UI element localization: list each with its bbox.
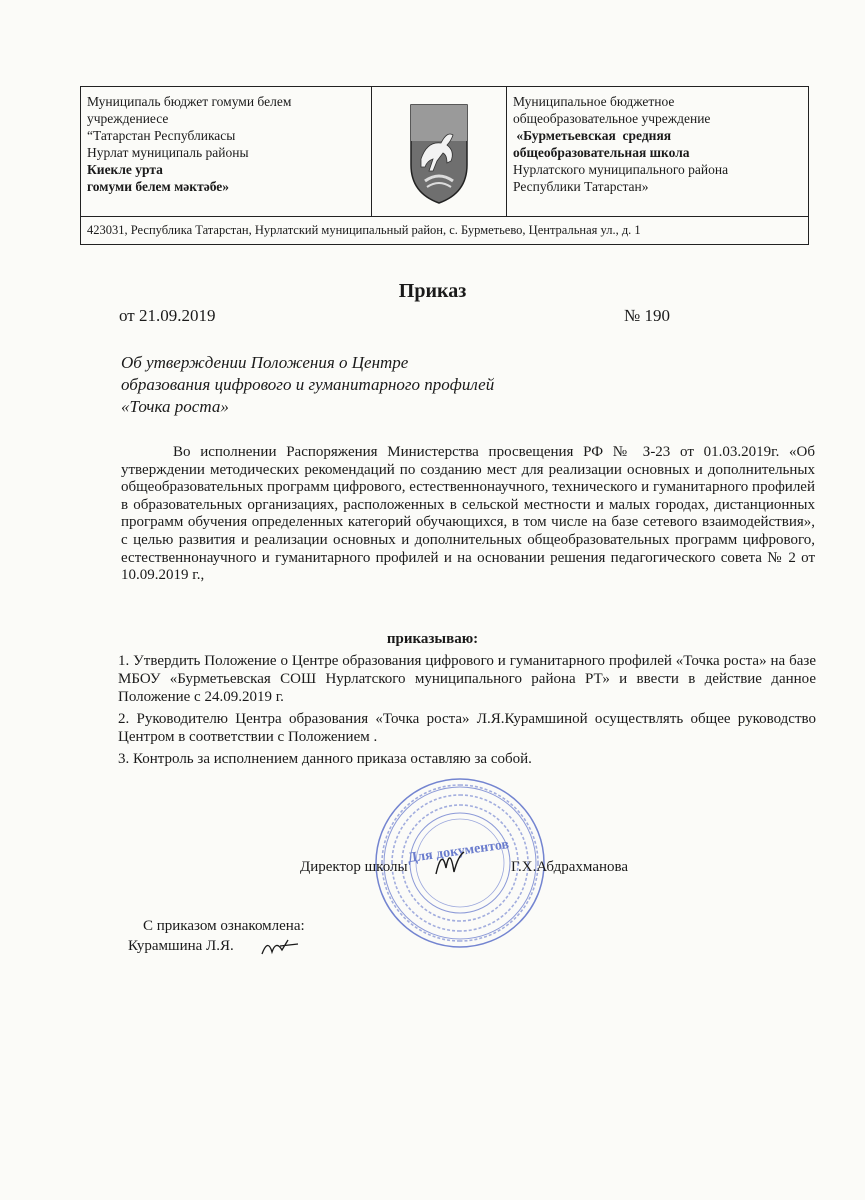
order-item: 3. Контроль за исполнением данного приказа оставляю за собой. (118, 751, 532, 767)
letterhead-tatar-school: Киекле урта (87, 162, 163, 177)
letterhead-russian-school: общеобразовательная школа (513, 145, 690, 160)
order-items (118, 652, 816, 772)
coat-of-arms-cell (371, 87, 507, 216)
letterhead-russian-line: общеобразовательное учреждение (513, 111, 711, 126)
director-name: Г.Х.Абдрахманова (511, 859, 629, 875)
letterhead-tatar-line: Муниципаль бюджет гомуми белем (87, 94, 292, 109)
letterhead-russian-school: «Бурметьевская средняя (513, 128, 672, 143)
stamp-text: Для документов (406, 837, 510, 867)
letterhead-table (80, 86, 809, 245)
letterhead-tatar-line: учреждениесе (87, 111, 169, 126)
coat-of-arms-icon (407, 101, 471, 205)
letterhead-tatar-line: “Татарстан Республикасы (87, 128, 236, 143)
subject-line: Об утверждении Положения о Центре (121, 353, 409, 372)
document-number: № 190 (624, 306, 670, 325)
document-subject (121, 352, 494, 418)
order-item: 2. Руководителю Центра образования «Точка роста» Л.Я.Курамшиной осуществлять общее руководство Центром в соответствии с Положением . (118, 711, 816, 745)
order-item: 1. Утвердить Положение о Центре образования цифрового и гуманитарного профилей «Точка роста» на базе МБОУ «Бурметьевская СОШ Нурлатского муниципального района РТ» и ввести в действие данное Положение с 24.09.2019 г. (118, 653, 816, 705)
letterhead-tatar-school: гомуми белем мәктәбе» (87, 179, 230, 194)
letterhead-russian-line: Республики Татарстан» (513, 179, 649, 194)
letterhead-address: 423031, Республика Татарстан, Нурлатский муниципальный район, с. Бурметьево, Центральная ул., д. 1 (87, 223, 641, 237)
document-date: от 21.09.2019 (119, 306, 216, 325)
subject-line: образования цифрового и гуманитарного профилей (121, 375, 495, 394)
letterhead-russian-line: Нурлатского муниципального района (513, 162, 729, 177)
letterhead-tatar (81, 87, 371, 216)
letterhead-tatar-line: Нурлат муниципаль районы (87, 145, 249, 160)
preamble-paragraph: Во исполнении Распоряжения Министерства просвещения РФ № З-23 от 01.03.2019г. «Об утверждении методических рекомендаций по созданию мест для реализации основных и дополнительных общеобразовательных программ цифрового, естественнонаучного, технического и гуманитарного профилей в образовательных организациях, расположенных в сельской местности и малых городах, дистанционных программ обучения определенных категорий обучающихся, в том числе на базе сетевого взаимодействия», с целью развития и реализации основных и дополнительных общеобразовательных программ цифрового, естественнонаучного и гуманитарного профилей и на основании решения педагогического совета № 2 от 10.09.2019 г., (121, 444, 815, 584)
letterhead-russian-line: Муниципальное бюджетное (513, 94, 675, 109)
order-word: приказываю: (386, 631, 479, 647)
document-title: Приказ (398, 280, 467, 302)
acknowledgement-label: С приказом ознакомлена: (143, 918, 305, 934)
document-preamble (121, 444, 815, 585)
acknowledgement-signature-icon (258, 934, 302, 962)
subject-line: «Точка роста» (121, 397, 229, 416)
director-signature-icon (432, 842, 468, 882)
director-label: Директор школы (300, 859, 408, 875)
letterhead-russian (507, 87, 808, 216)
acknowledgement-name: Курамшина Л.Я. (128, 938, 234, 954)
